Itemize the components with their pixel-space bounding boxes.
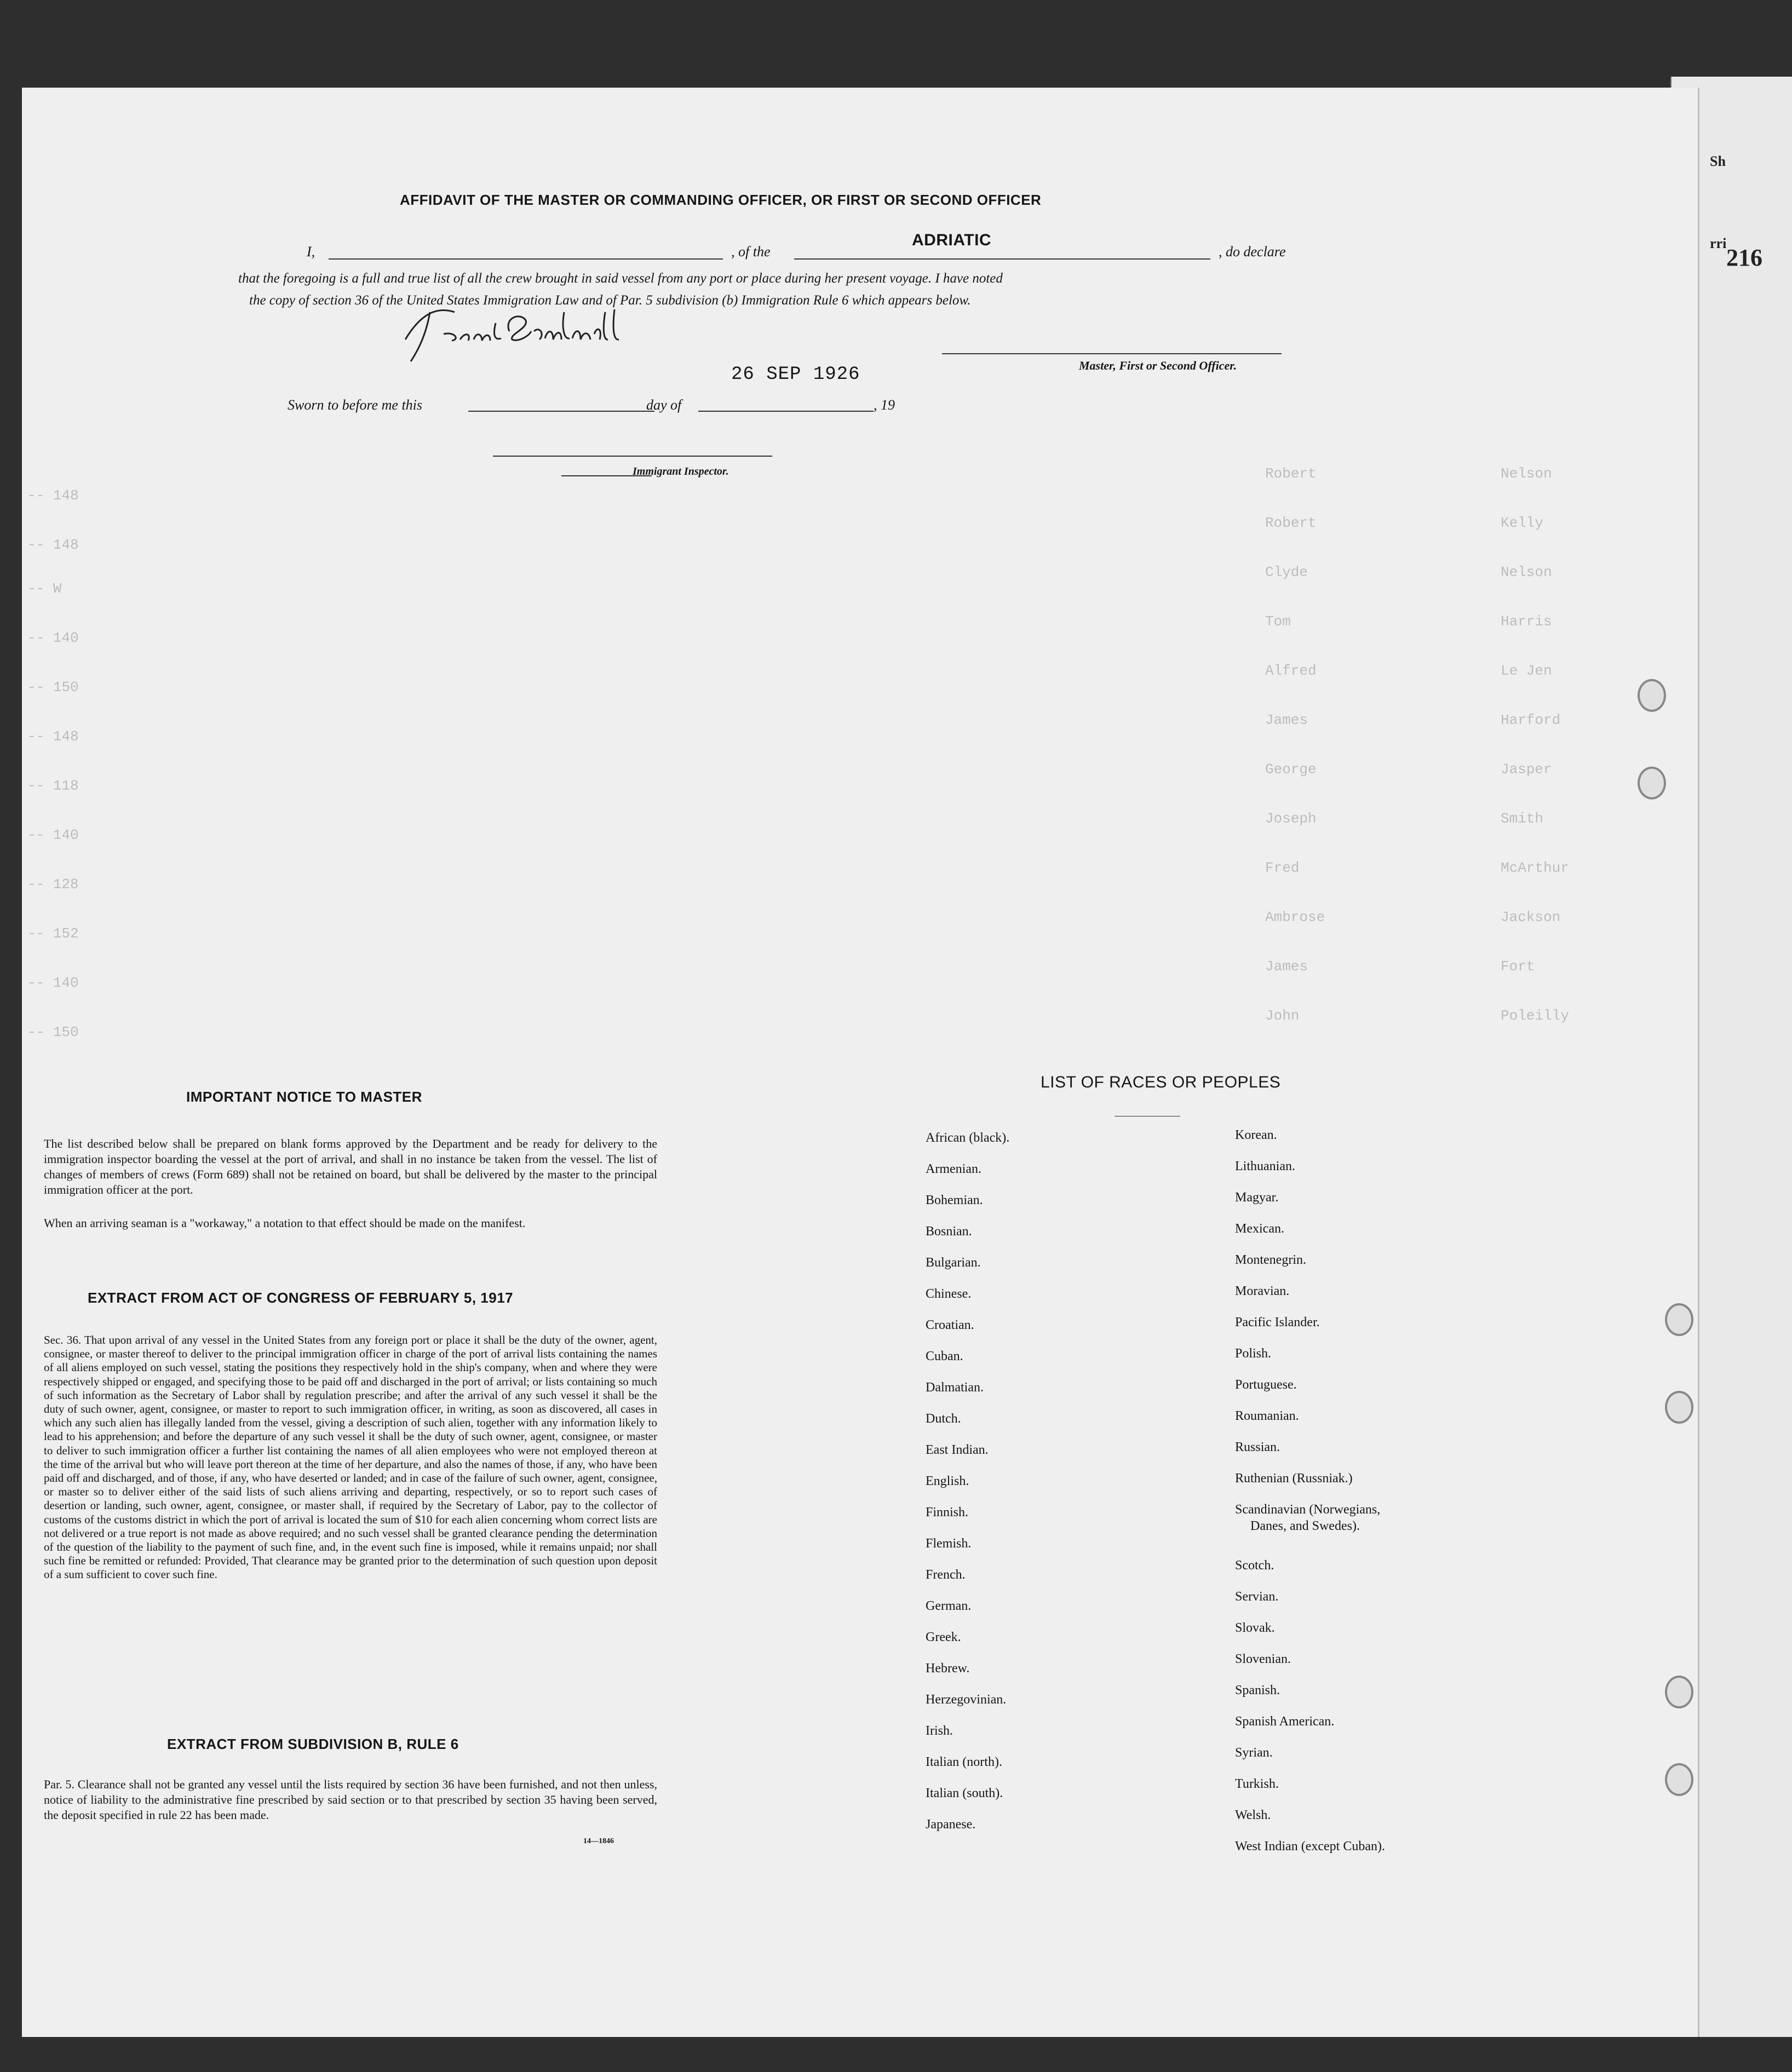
race-item: African (black). bbox=[926, 1131, 1010, 1145]
race-item: Slovak. bbox=[1235, 1621, 1275, 1635]
binder-hole bbox=[1665, 1391, 1693, 1424]
races-list-right bbox=[1235, 1128, 1385, 1870]
race-item: Danes, and Swedes). bbox=[1250, 1519, 1360, 1533]
par-5-text: Par. 5. Clearance shall not be granted any vessel until the lists required by section 36 have been furnished, and not then unless, notice of liability to the administrative fine prescribed by said section or to that prescribed by section 35 having been served, the deposit specified in rule 22 has been made. bbox=[44, 1777, 657, 1822]
race-item: Bosnian. bbox=[926, 1224, 972, 1239]
race-item: Bohemian. bbox=[926, 1193, 983, 1207]
races-list-left bbox=[926, 1131, 1009, 1849]
race-item: East Indian. bbox=[926, 1443, 989, 1457]
race-item: Finnish. bbox=[926, 1505, 969, 1520]
race-item: Greek. bbox=[926, 1630, 961, 1644]
race-item: French. bbox=[926, 1568, 966, 1582]
affidavit-line-2: the copy of section 36 of the United States Immigration Law and of Par. 5 subdivision (b) Immigration Rule 6 which appears below. bbox=[249, 293, 971, 308]
race-item: Servian. bbox=[1235, 1590, 1279, 1604]
race-item: Moravian. bbox=[1235, 1284, 1290, 1298]
extract-rule-title: EXTRACT FROM SUBDIVISION B, RULE 6 bbox=[167, 1736, 459, 1752]
race-item: West Indian (except Cuban). bbox=[1235, 1839, 1385, 1854]
race-item: Chinese. bbox=[926, 1287, 972, 1301]
sworn-day-line bbox=[468, 411, 654, 412]
race-item: Herzegovinian. bbox=[926, 1693, 1007, 1707]
race-item: Dalmatian. bbox=[926, 1380, 984, 1395]
race-item: Armenian. bbox=[926, 1162, 981, 1176]
inspector-label: Immigrant Inspector. bbox=[633, 465, 729, 477]
race-item: Mexican. bbox=[1235, 1222, 1284, 1236]
race-item: Scandinavian (Norwegians, bbox=[1235, 1503, 1381, 1517]
form-number: 14—1846 bbox=[583, 1837, 614, 1845]
race-item: Lithuanian. bbox=[1235, 1159, 1295, 1173]
date-stamp: 26 SEP 1926 bbox=[731, 364, 860, 385]
race-item: Dutch. bbox=[926, 1412, 961, 1426]
binder-hole bbox=[1665, 1303, 1693, 1336]
do-declare-label: , do declare bbox=[1219, 244, 1286, 260]
race-item: Montenegrin. bbox=[1235, 1253, 1306, 1267]
race-item: Welsh. bbox=[1235, 1808, 1271, 1822]
master-label: Master, First or Second Officer. bbox=[1079, 359, 1237, 372]
race-item: English. bbox=[926, 1474, 969, 1488]
sworn-month-line bbox=[698, 411, 874, 412]
race-item: German. bbox=[926, 1599, 972, 1613]
race-item: Japanese. bbox=[926, 1817, 976, 1832]
binder-hole bbox=[1638, 767, 1666, 799]
race-item: Italian (south). bbox=[926, 1786, 1003, 1800]
vessel-name: ADRIATIC bbox=[912, 231, 992, 249]
back-sheet-fragment-b: rri bbox=[1710, 235, 1727, 251]
notice-title: IMPORTANT NOTICE TO MASTER bbox=[186, 1089, 422, 1105]
of-the-label: , of the bbox=[731, 244, 771, 260]
affidavit-i-label: I, bbox=[307, 244, 315, 260]
race-item: Hebrew. bbox=[926, 1661, 970, 1676]
race-item: Scotch. bbox=[1235, 1558, 1274, 1573]
races-title: LIST OF RACES OR PEOPLES bbox=[1041, 1073, 1281, 1091]
affidavit-line-1: that the foregoing is a full and true list of all the crew brought in said vessel from any port or place during her present voyage. I have noted bbox=[238, 271, 1003, 286]
race-item: Spanish. bbox=[1235, 1683, 1280, 1697]
race-item: Roumanian. bbox=[1235, 1409, 1299, 1423]
race-item: Magyar. bbox=[1235, 1190, 1279, 1205]
race-item: Ruthenian (Russniak.) bbox=[1235, 1471, 1353, 1486]
notice-paragraph-2: When an arriving seaman is a "workaway," a notation to that effect should be made on the manifest. bbox=[44, 1216, 526, 1230]
sworn-label: Sworn to before me this bbox=[288, 397, 423, 413]
race-item: Flemish. bbox=[926, 1536, 972, 1551]
manifest-page: -- 148 -- 148 -- W -- 140 -- 150 -- 148 -- 118 -- 140 -- 128 -- 152 -- 140 -- 150 Robert Robert Clyde Tom Alfred James George Joseph Fred Ambrose James John Nelson Kelly Nelson Harris Le Jen Harford Jasper Smith McArthur Jackson Fort Poleilly AFFIDAVIT OF THE MASTER OR COMMANDING OFFICER, OR FIRST OR SECOND OFFICER I, , of the ADRIATIC , do declare that the foregoing is a full and true list of all the crew brought in said vessel from any port or place during her present voyage. I have noted the copy of section 36 of the United States Immigration Law and of Par. 5 subdivision (b) Immigration Rule 6 which appears below. Master, First or Second Officer. Sworn to before me this day of 26 SEP 1926 , 19 Immigrant Inspector. IMPORTANT NOTICE TO MASTER The list described below shall be prepared on blank forms approved by the Department and be ready for delivery to the immigration inspector boarding the vessel at the port of arrival, and shall in no instance be taken from the vessel. The list of changes of members of crews (Form 689) shall not be retained on board, but shall be delivered by the master to the principal immigration officer at the port. When an arriving seaman is a "workaway," a notation to that effect should be made on the manifest. EXTRACT FROM ACT OF CONGRESS OF FEBRUARY 5, 1917 Sec. 36. That upon arrival of any vessel in the United States from any foreign port or place it shall be the duty of the owner, agent, consignee, or master thereof to deliver to the principal immigration officer in charge of the port of arrival lists containing the names of all aliens employed on such vessel, stating the positions they respectively hold in the ship's company, when and where they were respectively shipped or engaged, and specifying those to be paid off and discharged in the port of arrival; or lists containing so much of such information as the Secretary of Labor shall by regulation prescribe; and after the arrival of any such vessel it shall be the duty of such owner, agent, consignee, or master to report to such immigration officer, in writing, as soon as discovered, all cases in which any such alien has illegally landed from the vessel, giving a description of such alien, together with any information likely to lead to his apprehension; and before the departure of any such vessel it shall be the duty of such owner, agent, consignee, or master to deliver to such immigration officer a further list containing the names of all alien employees who were not employed thereon at the time of the arrival but who will leave port thereon at the time of her departure, and also the names of those, if any, who have been paid off and discharged, and of those, if any, who have deserted or landed; and in case of the failure of such owner, agent, consignee, or master so to deliver either of the said lists of such aliens arriving and departing, respectively, or so to report such cases of desertion or landing, such owner, agent, consignee, or master shall, if required by the Secretary of Labor, pay to the collector of customs of the customs district in which the port of arrival is located the sum of $10 for each alien concerning whom correct lists are not delivered or a true report is not made as above required; and no such vessel shall be granted clearance pending the determination of the question of the liability to the payment of such fine, and, in the event such fine is imposed, while it remains unpaid; nor shall such fine be remitted or refunded: Provided, That clearance may be granted prior to the determination of such question upon deposit of a sum sufficient to cover such fine. EXTRACT FROM SUBDIVISION B, RULE 6 Par. 5. Clearance shall not be granted any vessel until the lists required by section 36 have been furnished, and not then unless, notice of liability to the administrative fine prescribed by said section or to that prescribed by section 35 having been served, the deposit specified in rule 22 has been made. 14—1846 LIST OF RACES OR PEOPLES African (black). Armenian. Bohemian. Bosnian. Bulgarian. Chinese. Croatian. Cuban. Dalmatian. Dutch. East Indian. English. Finnish. Flemish. French. German. Greek. Hebrew. Herzegovinian. Irish. Italian (north). Italian (south). Japanese. Korean. Lithuanian. Magyar. Mexican. Montenegrin. Moravian. Pacific Islander. Polish. Portuguese. Roumanian. Russian. Ruthenian (Russniak.) Scandinavian (Norwegians, Danes, and Swedes). Scotch. Servian. Slovak. Slovenian. Spanish. Spanish American. Syrian. Turkish. Welsh. West Indian (except Cuban). bbox=[22, 88, 1699, 2037]
race-item: Irish. bbox=[926, 1724, 953, 1738]
binder-hole bbox=[1665, 1676, 1693, 1708]
section-36-text: Sec. 36. That upon arrival of any vessel in the United States from any foreign port or place it shall be the duty of the owner, agent, consignee, or master thereof to deliver to the principal immigration officer in charge of the port of arrival lists containing the names of all aliens employed on such vessel, stating the positions they respectively hold in the ship's company, when and where they were respectively shipped or engaged, and specifying those to be paid off and discharged in the port of arrival; or lists containing so much of such information as the Secretary of Labor shall by regulation prescribe; and after the arrival of any such vessel it shall be the duty of such owner, agent, consignee, or master to report to such immigration officer, in writing, as soon as discovered, all cases in which any such alien has illegally landed from the vessel, giving a description of such alien, together with any information likely to lead to his apprehension; and before the departure of any such vessel it shall be the duty of such owner, agent, consignee, or master to deliver to such immigration officer a further list containing the names of all alien employees who were not employed thereon at the time of the arrival but who will leave port thereon at the time of her departure, and also the names of those, if any, who have been paid off and discharged, and of those, if any, who have deserted or landed; and in case of the failure of such owner, agent, consignee, or master so to deliver either of the said lists of such aliens arriving and departing, respectively, or so to report such cases of desertion or landing, such owner, agent, consignee, or master shall, if required by the Secretary of Labor, pay to the collector of customs of the customs district in which the port of arrival is located the sum of $10 for each alien concerning whom correct lists are not delivered or a true report is not made as above required; and no such vessel shall be granted clearance pending the determination of the question of the liability to the payment of such fine, and, in the event such fine is imposed, while it remains unpaid; nor shall such fine be remitted or refunded: Provided, That clearance may be granted prior to the determination of such question upon deposit of a sum sufficient to cover such fine. bbox=[44, 1333, 657, 1581]
race-item: Slovenian. bbox=[1235, 1652, 1291, 1666]
race-item: Cuban. bbox=[926, 1349, 963, 1363]
affidavit-title: AFFIDAVIT OF THE MASTER OR COMMANDING OFFICER, OR FIRST OR SECOND OFFICER bbox=[400, 192, 1042, 208]
race-item: Korean. bbox=[1235, 1128, 1277, 1142]
race-item: Croatian. bbox=[926, 1318, 974, 1332]
master-signature-line bbox=[942, 353, 1282, 354]
vessel-line bbox=[794, 258, 1210, 260]
year-label: , 19 bbox=[874, 397, 895, 413]
race-item: Portuguese. bbox=[1235, 1378, 1297, 1392]
race-item: Bulgarian. bbox=[926, 1256, 981, 1270]
name-line bbox=[329, 258, 723, 260]
day-of-label: day of bbox=[646, 397, 682, 413]
signature-image bbox=[400, 301, 630, 367]
binder-hole bbox=[1638, 679, 1666, 712]
race-item: Spanish American. bbox=[1235, 1714, 1335, 1729]
notice-paragraph-1: The list described below shall be prepared on blank forms approved by the Department and be ready for delivery to the immigration inspector boarding the vessel at the port of arrival, and shall in no instance be taken from the vessel. The list of changes of members of crews (Form 689) shall not be retained on board, but shall be delivered by the master to the principal immigration officer at the port. bbox=[44, 1137, 657, 1196]
race-item: Polish. bbox=[1235, 1346, 1272, 1361]
race-item: Turkish. bbox=[1235, 1777, 1279, 1791]
extract-act-title: EXTRACT FROM ACT OF CONGRESS OF FEBRUARY 5, 1917 bbox=[88, 1290, 514, 1306]
race-item: Pacific Islander. bbox=[1235, 1315, 1320, 1329]
inspector-line-top bbox=[493, 456, 772, 457]
back-sheet-fragment-a: Sh bbox=[1710, 153, 1726, 169]
sheet-number: 216 bbox=[1726, 244, 1762, 271]
race-item: Italian (north). bbox=[926, 1755, 1002, 1769]
race-item: Syrian. bbox=[1235, 1746, 1273, 1760]
binder-hole bbox=[1665, 1763, 1693, 1796]
race-item: Russian. bbox=[1235, 1440, 1280, 1454]
